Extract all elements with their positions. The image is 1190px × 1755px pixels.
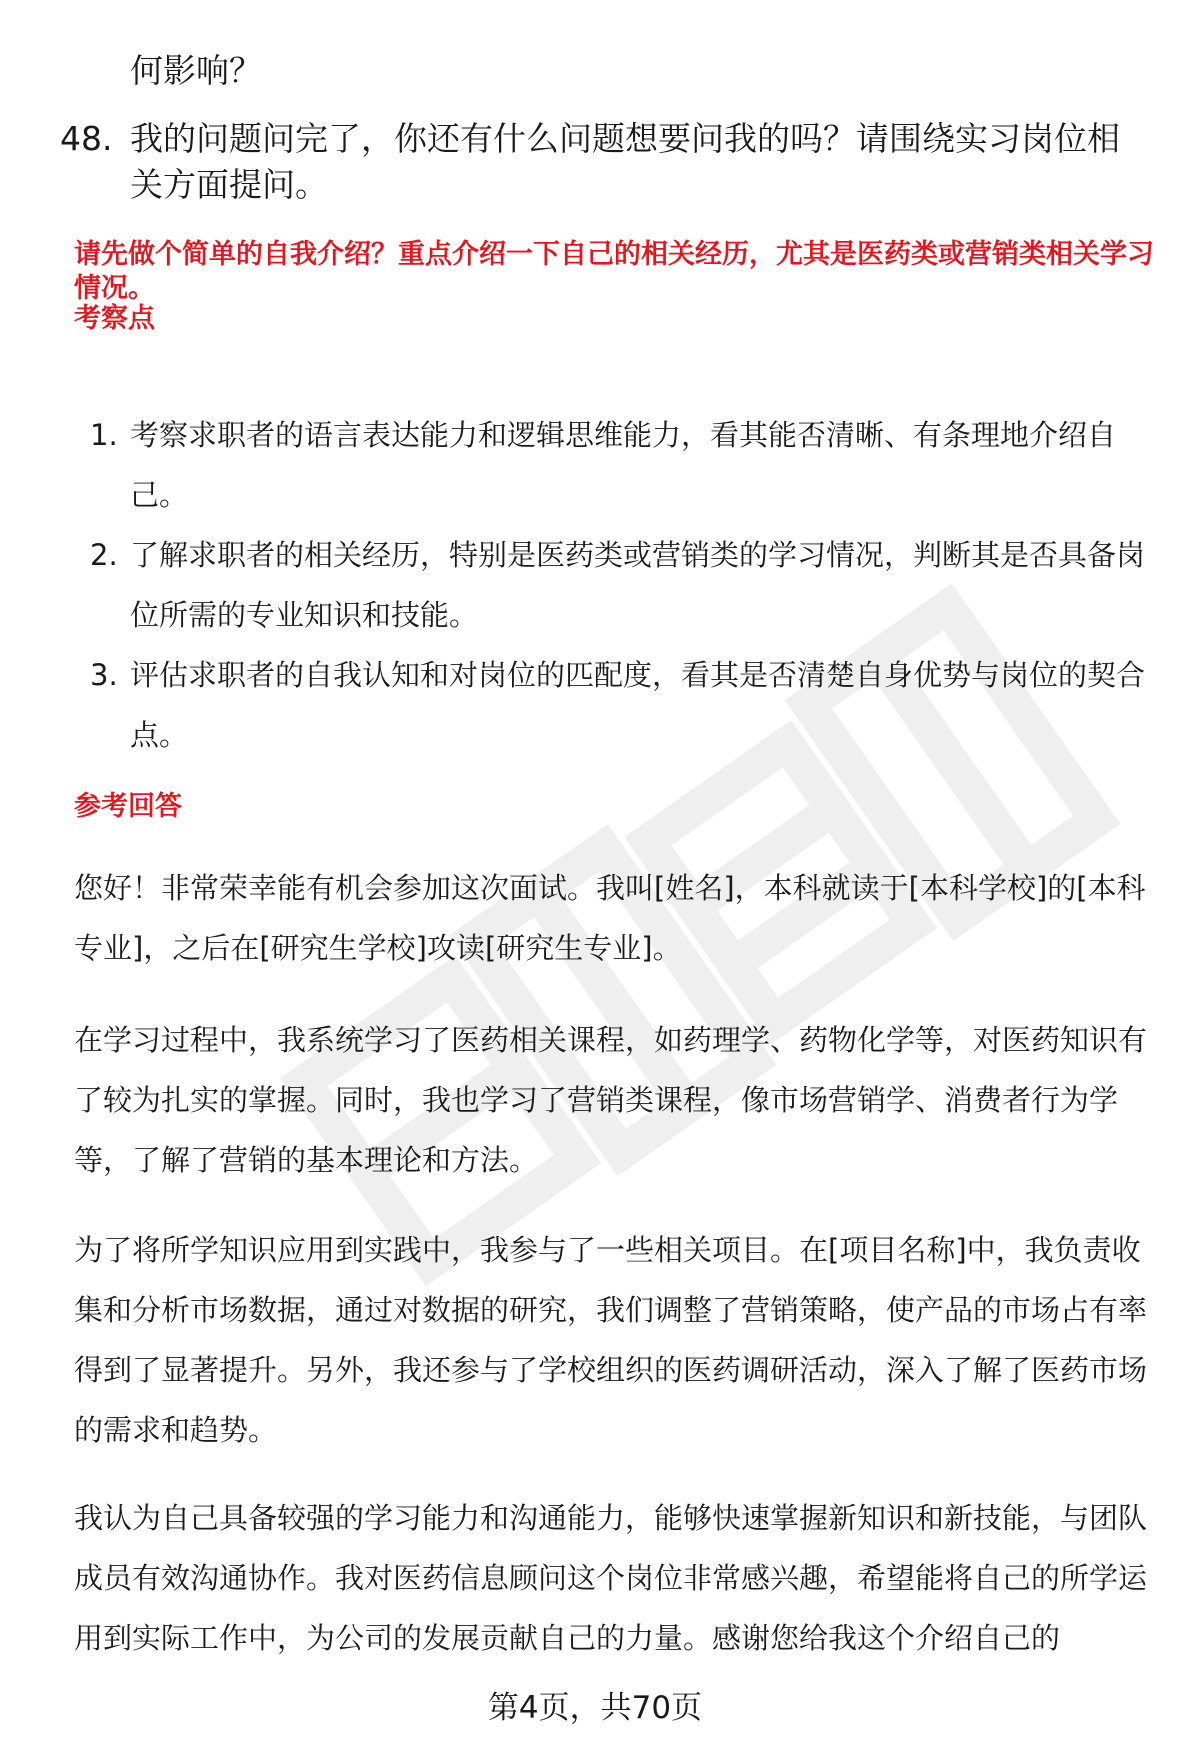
answer-paragraph: 为了将所学知识应用到实践中，我参与了一些相关项目。在[项目名称]中，我负责收集和分析市场数据，通过对数据的研究，我们调整了营销策略，使产品的市场占有率得到了显著提升。另外，我还参与了学校组织的医药调研活动，深入了解了医药市场的需求和趋势。 [74, 1233, 1148, 1447]
assessment-item-text: 评估求职者的自我认知和对岗位的匹配度，看其是否清楚自身优势与岗位的契合点。 [130, 658, 1146, 752]
assessment-item-number: 2. [90, 538, 118, 572]
assessment-item-text: 了解求职者的相关经历，特别是医药类或营销类的学习情况，判断其是否具备岗位所需的专业知识和技能。 [130, 538, 1146, 632]
assessment-heading: 考察点 [74, 303, 155, 334]
assessment-item-number: 1. [90, 418, 118, 452]
page-footer: 第4页，共70页 [487, 1690, 703, 1726]
question-48 [60, 116, 1145, 208]
question-text: 我的问题问完了，你还有什么问题想要问我的吗？请围绕实习岗位相关方面提问。 [130, 119, 1120, 204]
assessment-item [74, 405, 1159, 525]
assessment-item-number: 3. [90, 658, 118, 692]
answer-paragraph: 我认为自己具备较强的学习能力和沟通能力，能够快速掌握新知识和新技能，与团队成员有效沟通协作。我对医药信息顾问这个岗位非常感兴趣，希望能将自己的所学运用到实际工作中，为公司的发展贡献自己的力量。感谢您给我这个介绍自己的 [74, 1501, 1148, 1655]
assessment-item [74, 645, 1159, 765]
assessment-item [74, 525, 1159, 645]
assessment-item-text: 考察求职者的语言表达能力和逻辑思维能力，看其能否清晰、有条理地介绍自己。 [130, 418, 1117, 512]
answer-paragraph: 您好！非常荣幸能有机会参加这次面试。我叫[姓名]，本科就读于[本科学校]的[本科专业]，之后在[研究生学校]攻读[研究生专业]。 [74, 871, 1146, 965]
interview-question-heading: 请先做个简单的自我介绍？重点介绍一下自己的相关经历，尤其是医药类或营销类相关学习情况。 [74, 239, 1154, 304]
question-number: 48. [60, 119, 113, 158]
previous-question-continuation: 何影响？ [130, 51, 262, 90]
reference-answer-heading: 参考回答 [74, 791, 182, 822]
answer-paragraph: 在学习过程中，我系统学习了医药相关课程，如药理学、药物化学等，对医药知识有了较为扎实的掌握。同时，我也学习了营销类课程，像市场营销学、消费者行为学等，了解了营销的基本理论和方法。 [74, 1023, 1148, 1177]
assessment-list [74, 405, 1159, 765]
